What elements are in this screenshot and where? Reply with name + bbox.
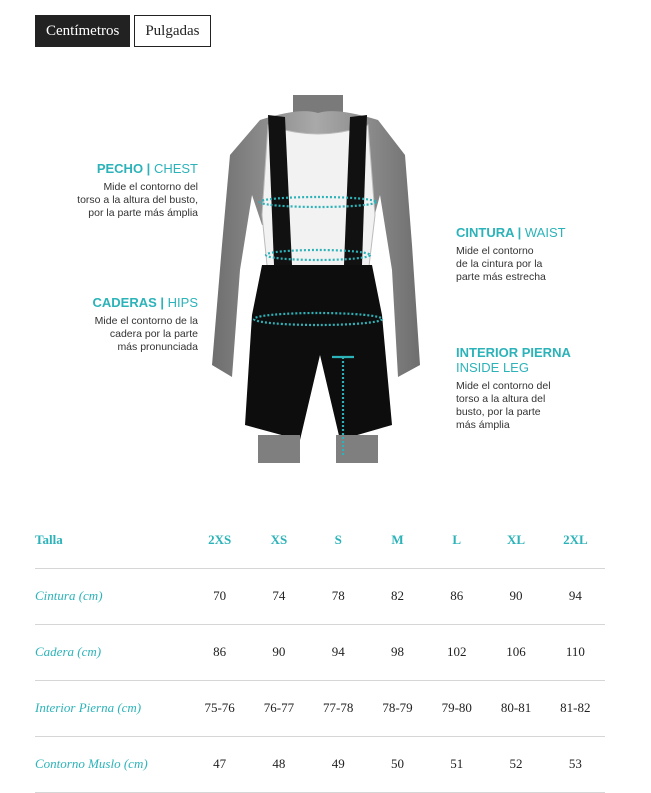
- table-cell: 80-81: [486, 680, 545, 736]
- header-talla: Talla: [35, 512, 190, 568]
- table-cell: 94: [546, 568, 605, 624]
- table-cell: 86: [427, 568, 486, 624]
- chest-desc-line: Mide el contorno del: [103, 181, 198, 193]
- table-row: [35, 736, 605, 792]
- table-cell: 86: [190, 624, 249, 680]
- table-cell: 47: [190, 736, 249, 792]
- row-label: Cintura (cm): [35, 568, 190, 624]
- callout-waist: CINTURA | WAIST Mide el contorno de la cintura por la parte más estrecha: [456, 225, 606, 284]
- table-cell: 50: [368, 736, 427, 792]
- table-cell: 74: [249, 568, 308, 624]
- table-row: [35, 624, 605, 680]
- table-cell: 48: [249, 736, 308, 792]
- shorts-shape: [245, 265, 392, 440]
- chest-desc-line: por la parte más ámplia: [88, 207, 198, 219]
- inside-leg-desc-line: más ámplia: [456, 419, 510, 431]
- table-header-row: [35, 512, 605, 568]
- table-cell: 76-77: [249, 680, 308, 736]
- inside-leg-title-es: INTERIOR PIERNA: [456, 345, 571, 360]
- callout-hips: CADERAS | HIPS Mide el contorno de la cadera por la parte más pronunciada: [60, 295, 198, 354]
- chest-title-es: PECHO: [96, 161, 144, 176]
- table-cell: 110: [546, 624, 605, 680]
- left-leg-shape: [258, 435, 300, 463]
- waist-title-en: WAIST: [524, 225, 566, 240]
- table-cell: 90: [249, 624, 308, 680]
- table-cell: 81-82: [546, 680, 605, 736]
- chest-desc-line: torso a la altura del busto,: [77, 194, 198, 206]
- table-cell: 90: [486, 568, 545, 624]
- row-label: Interior Pierna (cm): [35, 680, 190, 736]
- table-cell: 52: [486, 736, 545, 792]
- hips-title-en: HIPS: [167, 295, 198, 310]
- callout-chest: PECHO | CHEST Mide el contorno del torso a la altura del busto, por la parte más ámplia: [60, 161, 198, 220]
- table-cell: 98: [368, 624, 427, 680]
- inside-leg-title-en: INSIDE LEG: [456, 360, 529, 375]
- table-row: [35, 568, 605, 624]
- table-cell: 94: [309, 624, 368, 680]
- table-row: [35, 680, 605, 736]
- table-cell: 106: [486, 624, 545, 680]
- inside-leg-desc-line: torso a la altura del: [456, 393, 546, 405]
- hips-desc-line: más pronunciada: [117, 341, 198, 353]
- size-table: [35, 512, 605, 793]
- measurement-figure: [0, 95, 651, 470]
- chest-title-en: CHEST: [153, 161, 198, 176]
- header-size: 2XS: [190, 512, 249, 568]
- table-cell: 49: [309, 736, 368, 792]
- row-label: Cadera (cm): [35, 624, 190, 680]
- header-size: M: [368, 512, 427, 568]
- hips-title-es: CADERAS: [92, 295, 157, 310]
- waist-desc-line: Mide el contorno: [456, 245, 534, 257]
- inside-leg-desc-line: busto, por la parte: [456, 406, 541, 418]
- table-cell: 102: [427, 624, 486, 680]
- inside-leg-desc-line: Mide el contorno del: [456, 380, 551, 392]
- callout-inside-leg: [456, 345, 606, 432]
- header-size: 2XL: [546, 512, 605, 568]
- table-cell: 51: [427, 736, 486, 792]
- header-size: S: [309, 512, 368, 568]
- table-cell: 77-78: [309, 680, 368, 736]
- tab-pulgadas[interactable]: Pulgadas: [134, 15, 210, 47]
- hips-desc-line: Mide el contorno de la: [94, 315, 198, 327]
- waist-desc-line: parte más estrecha: [456, 271, 546, 283]
- table-cell: 78: [309, 568, 368, 624]
- table-cell: 82: [368, 568, 427, 624]
- table-cell: 79-80: [427, 680, 486, 736]
- tab-centimetros[interactable]: Centímetros: [35, 15, 130, 47]
- table-cell: 78-79: [368, 680, 427, 736]
- hips-desc-line: cadera por la parte: [109, 328, 198, 340]
- row-label: Contorno Muslo (cm): [35, 736, 190, 792]
- waist-desc-line: de la cintura por la: [456, 258, 543, 270]
- unit-tabs: [35, 15, 211, 47]
- header-size: XL: [486, 512, 545, 568]
- table-cell: 75-76: [190, 680, 249, 736]
- table-cell: 53: [546, 736, 605, 792]
- header-size: XS: [249, 512, 308, 568]
- header-size: L: [427, 512, 486, 568]
- table-cell: 70: [190, 568, 249, 624]
- waist-title-es: CINTURA: [456, 225, 515, 240]
